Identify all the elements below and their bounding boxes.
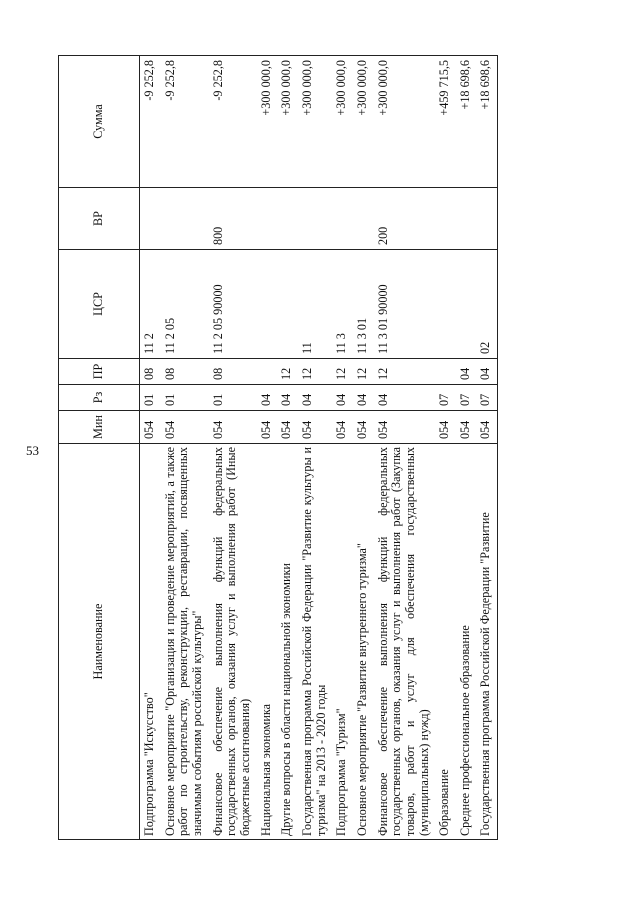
cell-min: 054 [435, 411, 456, 444]
cell-min: 054 [353, 411, 374, 444]
cell-min: 054 [332, 411, 353, 444]
cell-pr: 08 [209, 359, 257, 385]
cell-csr [456, 250, 477, 359]
header-csr: ЦСР [59, 250, 140, 359]
cell-csr [257, 250, 278, 359]
cell-name: Основное мероприятие "Развитие внутреннего туризма" [353, 444, 374, 840]
table-row [257, 56, 278, 840]
cell-vr: 800 [209, 188, 257, 250]
cell-vr: 200 [374, 188, 436, 250]
cell-sum: +459 715,5 [435, 56, 456, 188]
cell-vr [353, 188, 374, 250]
cell-pr: 12 [298, 359, 332, 385]
cell-pr [257, 359, 278, 385]
cell-min: 054 [257, 411, 278, 444]
header-name: Наименование [59, 444, 140, 840]
cell-rz: 04 [257, 385, 278, 411]
cell-vr [298, 188, 332, 250]
table-row [332, 56, 353, 840]
table-row [353, 56, 374, 840]
cell-rz: 04 [298, 385, 332, 411]
cell-sum: +300 000,0 [257, 56, 278, 188]
cell-csr: 02 [476, 250, 497, 359]
cell-vr [161, 188, 209, 250]
cell-min: 054 [161, 411, 209, 444]
table-row [277, 56, 298, 840]
table-row [374, 56, 436, 840]
cell-csr: 11 3 01 90000 [374, 250, 436, 359]
cell-pr: 12 [374, 359, 436, 385]
cell-min: 054 [298, 411, 332, 444]
cell-name: Основное мероприятие "Организация и проведение мероприятий, а также работ по строительству, реконструкции, реставрации, посвященных значимым событиям российской культуры" [161, 444, 209, 840]
cell-name: Подпрограмма "Искусство" [140, 444, 161, 840]
table-row [456, 56, 477, 840]
table-header-row [59, 56, 140, 840]
cell-sum: -9 252,8 [161, 56, 209, 188]
cell-pr: 12 [353, 359, 374, 385]
cell-min: 054 [140, 411, 161, 444]
cell-name: Финансовое обеспечение выполнения функций федеральных государственных органов, оказания услуг и выполнения работ (Закупка товаров, работ и услуг для обеспечения государственных (муниципальных) нужд) [374, 444, 436, 840]
cell-vr [435, 188, 456, 250]
cell-csr: 11 2 05 [161, 250, 209, 359]
cell-name: Государственная программа Российской Федерации "Развитие [476, 444, 497, 840]
cell-pr: 12 [277, 359, 298, 385]
cell-rz: 04 [353, 385, 374, 411]
cell-min: 054 [374, 411, 436, 444]
cell-name: Подпрограмма "Туризм" [332, 444, 353, 840]
cell-vr [456, 188, 477, 250]
cell-pr: 08 [140, 359, 161, 385]
cell-name: Государственная программа Российской Федерации "Развитие культуры и туризма" на 2013 - 2020 годы [298, 444, 332, 840]
cell-rz: 04 [277, 385, 298, 411]
cell-sum: -9 252,8 [209, 56, 257, 188]
cell-rz: 04 [374, 385, 436, 411]
cell-pr: 12 [332, 359, 353, 385]
cell-name: Финансовое обеспечение выполнения функций федеральных государственных органов, оказания услуг и выполнения работ (Иные бюджетные ассигнования) [209, 444, 257, 840]
cell-sum: +300 000,0 [374, 56, 436, 188]
page-number: 53 [26, 443, 39, 458]
cell-sum: +300 000,0 [298, 56, 332, 188]
cell-rz: 01 [140, 385, 161, 411]
cell-pr: 08 [161, 359, 209, 385]
cell-min: 054 [476, 411, 497, 444]
cell-sum: +18 698,6 [476, 56, 497, 188]
header-sum: Сумма [59, 56, 140, 188]
cell-csr: 11 3 01 [353, 250, 374, 359]
cell-min: 054 [456, 411, 477, 444]
cell-min: 054 [209, 411, 257, 444]
cell-csr: 11 2 05 90000 [209, 250, 257, 359]
header-min: Мин [59, 411, 140, 444]
cell-name: Среднее профессиональное образование [456, 444, 477, 840]
cell-sum: +300 000,0 [353, 56, 374, 188]
header-rz: Рз [59, 385, 140, 411]
cell-name: Другие вопросы в области национальной экономики [277, 444, 298, 840]
cell-rz: 04 [332, 385, 353, 411]
cell-vr [140, 188, 161, 250]
table-row [140, 56, 161, 840]
cell-csr: 11 3 [332, 250, 353, 359]
cell-sum: +300 000,0 [277, 56, 298, 188]
cell-sum: +300 000,0 [332, 56, 353, 188]
table-row [435, 56, 456, 840]
cell-csr: 11 2 [140, 250, 161, 359]
cell-name: Национальная экономика [257, 444, 278, 840]
table-row [298, 56, 332, 840]
cell-vr [277, 188, 298, 250]
cell-vr [257, 188, 278, 250]
cell-sum: +18 698,6 [456, 56, 477, 188]
cell-sum: -9 252,8 [140, 56, 161, 188]
cell-min: 054 [277, 411, 298, 444]
cell-rz: 01 [209, 385, 257, 411]
cell-name: Образование [435, 444, 456, 840]
cell-rz: 07 [456, 385, 477, 411]
header-vr: ВР [59, 188, 140, 250]
header-pr: ПР [59, 359, 140, 385]
cell-rz: 07 [476, 385, 497, 411]
cell-rz: 01 [161, 385, 209, 411]
cell-csr [435, 250, 456, 359]
table-row [209, 56, 257, 840]
cell-pr: 04 [476, 359, 497, 385]
rotated-table-container [58, 56, 586, 840]
cell-csr: 11 [298, 250, 332, 359]
table-row [161, 56, 209, 840]
cell-pr: 04 [456, 359, 477, 385]
cell-vr [332, 188, 353, 250]
cell-pr [435, 359, 456, 385]
cell-csr [277, 250, 298, 359]
cell-rz: 07 [435, 385, 456, 411]
budget-table [58, 55, 498, 840]
cell-vr [476, 188, 497, 250]
table-row [476, 56, 497, 840]
